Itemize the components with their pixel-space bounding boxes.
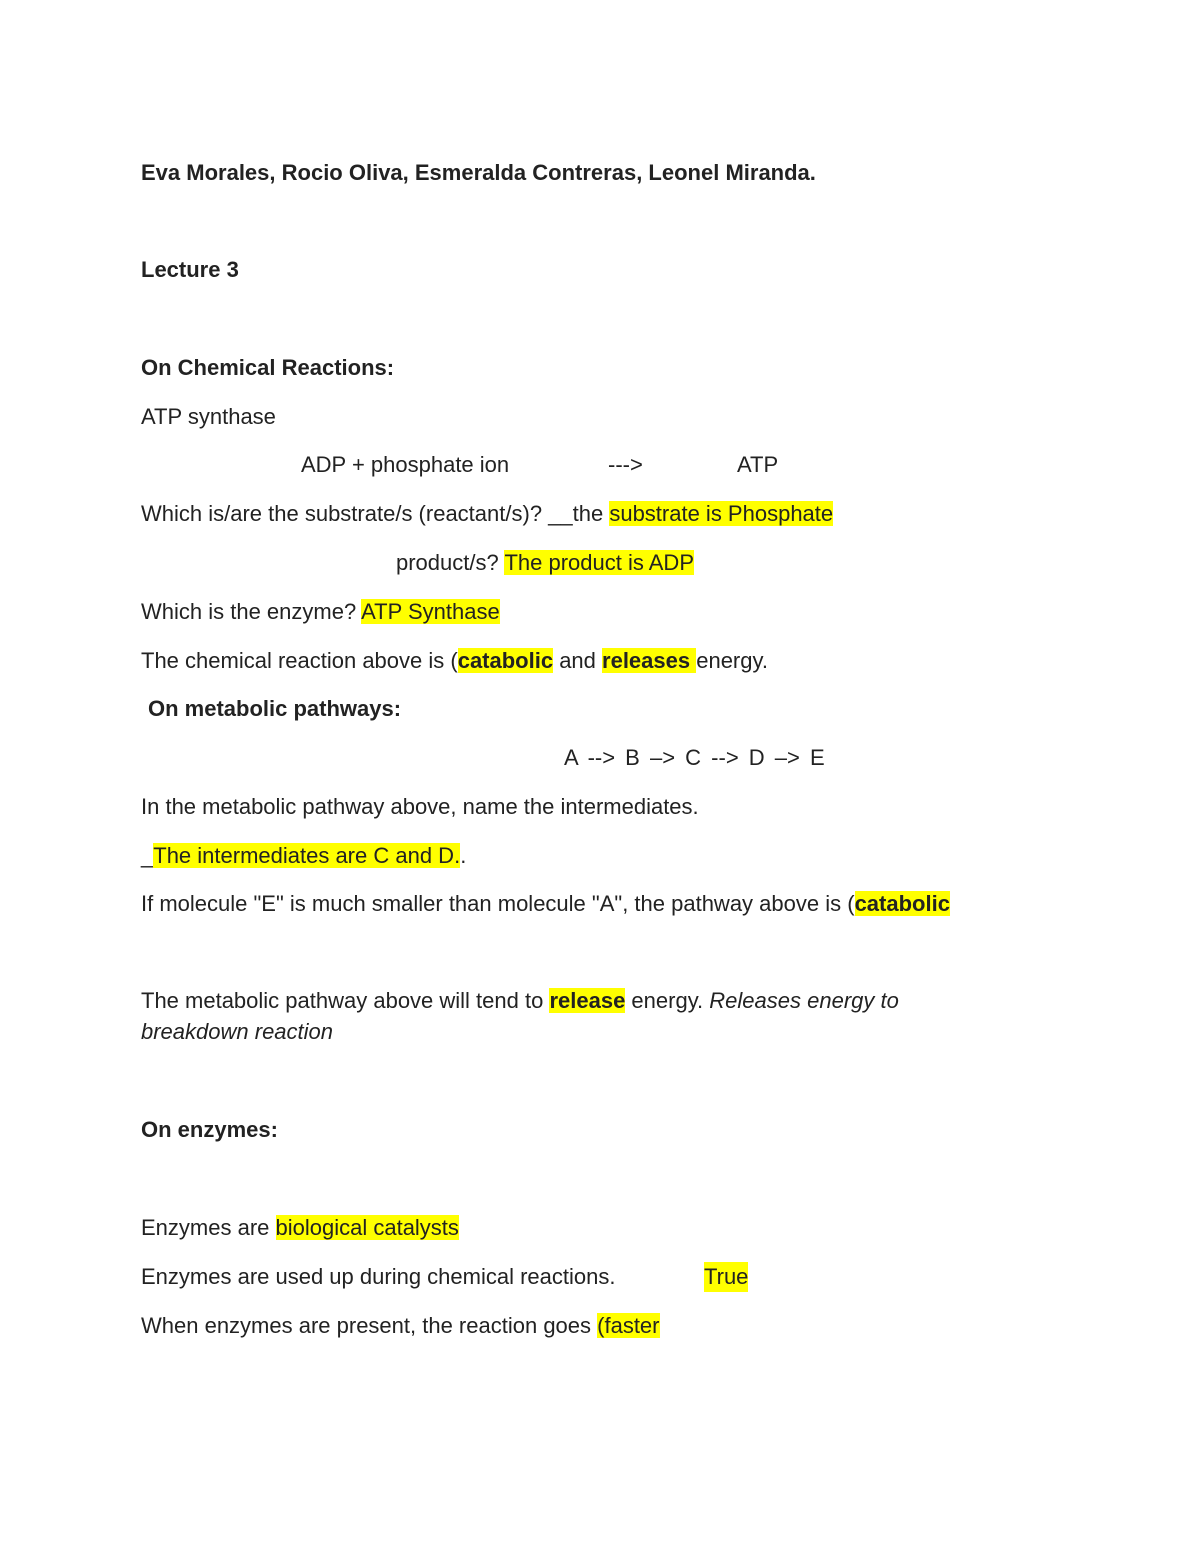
metabolic-pathways-heading: On metabolic pathways:: [148, 696, 402, 721]
catabolic-answer: catabolic: [457, 648, 554, 673]
intermediates-prefix: _: [141, 843, 154, 868]
energy-note-line2: breakdown reaction: [141, 1019, 334, 1044]
enzymes-used-up-answer: True: [704, 1262, 748, 1292]
enzymes-speed-line: [141, 1311, 660, 1341]
enzyme-question-text: Which is the enzyme?: [141, 599, 362, 624]
enzymes-heading: On enzymes:: [141, 1117, 278, 1142]
substrate-question-text: Which is/are the substrate/s (reactant/s)? __the: [141, 501, 610, 526]
releases-answer: releases: [602, 648, 697, 673]
energy-note-line1: Releases energy to: [709, 988, 899, 1013]
lecture-title: Lecture 3: [141, 257, 239, 282]
intermediates-answer: The intermediates are C and D.: [153, 843, 461, 868]
substrate-answer: substrate is Phosphate: [609, 501, 834, 526]
enzyme-label: ATP synthase: [141, 404, 276, 429]
reaction-type-pre: The chemical reaction above is (: [141, 648, 458, 673]
enzymes-q3: When enzymes are present, the reaction goes: [141, 1313, 598, 1338]
pathway-equation: A --> B –> C --> D –> E: [564, 745, 825, 770]
molecule-size-question: [141, 889, 950, 919]
enzyme-question: [141, 597, 500, 627]
enzymes-q1: Enzymes are: [141, 1215, 276, 1240]
reaction-type-question: [141, 646, 768, 676]
reaction-type-mid: and: [553, 648, 603, 673]
enzymes-catalysts-line: [141, 1213, 459, 1243]
reaction-type-post: energy.: [696, 648, 768, 673]
enzymes-a1: biological catalysts: [275, 1215, 459, 1240]
substrate-question: [141, 499, 833, 529]
release-answer: release: [549, 988, 626, 1013]
molecule-size-text: If molecule "E" is much smaller than molecule "A", the pathway above is (: [141, 891, 855, 916]
reactants-text: ADP + phosphate ion: [301, 452, 510, 477]
product-question-text: product/s?: [396, 550, 505, 575]
enzyme-answer: ATP Synthase: [361, 599, 500, 624]
energy-question-post: energy.: [625, 988, 710, 1013]
intermediates-suffix: .: [460, 843, 467, 868]
product-text: ATP: [737, 452, 779, 477]
enzymes-used-up-question: Enzymes are used up during chemical reactions.: [141, 1264, 616, 1289]
energy-question-pre: The metabolic pathway above will tend to: [141, 988, 550, 1013]
product-answer: The product is ADP: [504, 550, 694, 575]
reaction-arrow: --->: [608, 452, 643, 477]
author-names: Eva Morales, Rocio Oliva, Esmeralda Contreras, Leonel Miranda.: [141, 160, 816, 185]
energy-question: [141, 986, 899, 1016]
product-question: [396, 548, 694, 578]
intermediates-question: In the metabolic pathway above, name the intermediates.: [141, 794, 699, 819]
intermediates-answer-line: [141, 841, 466, 871]
enzymes-a3: (faster: [597, 1313, 660, 1338]
molecule-size-answer: catabolic: [854, 891, 950, 916]
chemical-reactions-heading: On Chemical Reactions:: [141, 355, 395, 380]
